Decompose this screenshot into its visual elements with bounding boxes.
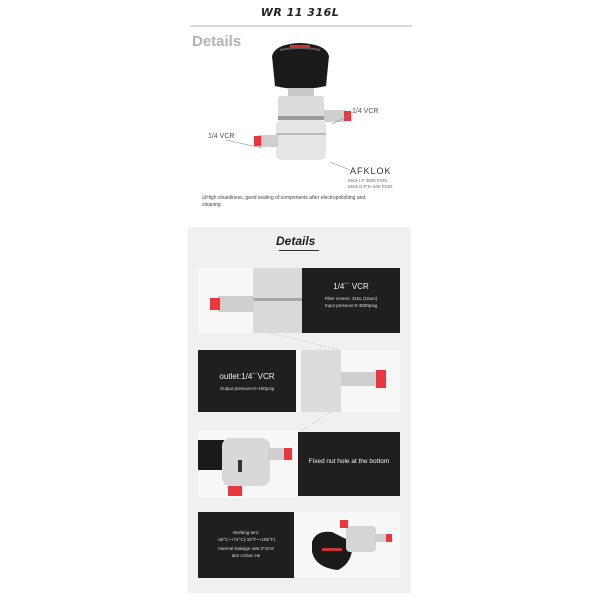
bottom-photo	[198, 430, 298, 498]
cleanliness-note: ⊟High cleanliness, good sealing of components after electropolishing and cleaning	[202, 195, 366, 208]
details-subheading: Details	[276, 234, 316, 248]
working-temp-range: -26°C~+74°C(-15°F~+165°F)	[216, 537, 276, 542]
inlet-pointer-line	[226, 138, 266, 150]
inlet-photo	[198, 268, 302, 333]
inlet-pressure: Input pressure:0-3500psig	[324, 303, 378, 308]
leakage-unit: atm cc/sec He	[231, 553, 261, 558]
inlet-info-panel	[302, 268, 400, 333]
spec-inlet-pressure: MAX.I.P 3500 PSIG	[348, 178, 388, 183]
title-divider	[190, 25, 412, 27]
leakage-rate: Internal leakage rate:2*10-8	[218, 546, 274, 551]
brand-pointer-line	[328, 160, 352, 174]
regulator-product-image	[250, 38, 360, 173]
brand-label: AFKLOK	[350, 166, 392, 176]
environment-info-panel	[198, 512, 294, 578]
details-underline	[279, 250, 319, 251]
bottom-info-panel	[298, 432, 400, 496]
inlet-filter: Filter screen: 316L (10um)	[324, 296, 378, 301]
product-title: WR 11 316L	[260, 6, 340, 19]
outlet-title: outlet:1/4´´VCR	[219, 372, 275, 381]
inlet-title: 1/4´´ VCR	[333, 282, 369, 291]
details-heading: Details	[192, 33, 242, 50]
outlet-pressure: Output pressure:0~100psig	[219, 386, 275, 391]
angled-photo	[294, 512, 400, 578]
outlet-pointer-line	[330, 112, 354, 126]
spec-outlet-pressure: MAX.O.P 0~100 PSIG	[348, 184, 393, 189]
label-outlet-vcr: 1/4 VCR	[352, 108, 379, 115]
connector-lines	[250, 333, 370, 433]
working-temp-label: Working tem:	[232, 530, 260, 535]
bottom-title: Fixed nut hole at the bottom	[308, 458, 390, 465]
label-inlet-vcr: 1/4 VCR	[208, 133, 235, 140]
